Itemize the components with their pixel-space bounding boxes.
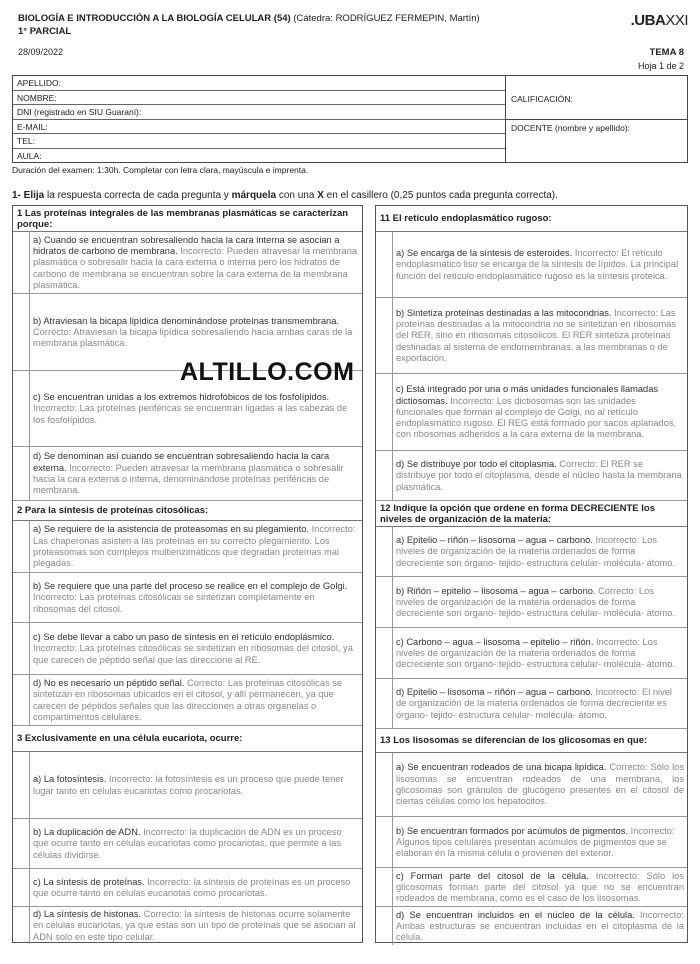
option-statement: a) Se encarga de la síntesis de esteroides.: [396, 248, 573, 259]
answer-checkbox[interactable]: [376, 868, 393, 906]
option-feedback: Incorrecto: Los dictiosomas son las unidades funcionales que forman al complejo de Golgi, no al retículo endoplasmático rugoso. El REG está formado por sacos aplanados, con ribosomas adheridos a la cara externa de la membrana.: [396, 395, 677, 440]
answer-option: [13, 521, 362, 573]
exam-date: 28/09/2022: [18, 47, 64, 57]
answer-text: [393, 868, 687, 906]
option-statement: b) La duplicación de ADN.: [33, 827, 141, 838]
option-feedback: Incorrecto: Ambas estructuras se encuentran incluidas en el citoplasma de la célula.: [396, 909, 684, 943]
option-statement: c) Carbono – agua – lisosoma – epitelio – riñón.: [396, 636, 594, 647]
answer-option: [376, 679, 687, 729]
answer-text: [30, 675, 362, 725]
answer-option: [13, 752, 362, 819]
answer-text: [30, 521, 362, 572]
question-title: 3 Exclusivamente en una célula eucariota, ocurre:: [13, 726, 362, 752]
answer-option: [376, 868, 687, 907]
option-feedback: Incorrecto: Las proteínas citosólicas se sintetizan en ribosomas del citosol, ya que carecen de péptido señal que las direccione al RE.: [33, 643, 353, 665]
answer-checkbox[interactable]: [376, 628, 393, 678]
answer-option: [376, 907, 687, 945]
answer-checkbox[interactable]: [13, 573, 30, 622]
calificacion-field: CALIFICACIÓN:: [511, 94, 573, 104]
option-feedback: Correcto: la síntesis de histonas ocurre solamente en células eucariotas, ya que estas son un tipo de proteínas que se asocian al ADN solo en este tipo celular.: [33, 909, 356, 942]
question-title: 11 El retículo endoplasmático rugoso:: [376, 206, 687, 232]
answer-checkbox[interactable]: [376, 753, 393, 816]
option-statement: d) La síntesis de histonas.: [33, 909, 142, 920]
answer-text: [393, 679, 687, 728]
questions-left-column: [12, 205, 363, 943]
option-feedback: Incorrecto: la fotosíntesis es un proceso que puede tener lugar tanto en células eucariotas como procariotas.: [33, 774, 344, 796]
option-statement: d) Se distribuye por todo el citoplasma.: [396, 459, 557, 470]
tema-label: TEMA 8: [649, 47, 684, 58]
answer-checkbox[interactable]: [13, 294, 30, 370]
answer-option: [13, 675, 362, 726]
docente-field: DOCENTE (nombre y apellido):: [511, 123, 631, 133]
email-field[interactable]: E-MAIL:: [13, 120, 505, 135]
nombre-field[interactable]: NOMBRE:: [13, 91, 505, 106]
option-feedback: Incorrecto: la síntesis de proteínas es un proceso que ocurre tanto en células eucariotas como procariotas.: [33, 876, 351, 898]
answer-checkbox[interactable]: [13, 675, 30, 725]
option-feedback: Incorrecto: Los niveles de organización de la materia ordenados de forma decreciente son órgano- tejido- estructura celular- molécula- átomo.: [396, 636, 676, 670]
option-statement: a) Epitelio – riñón – lisosoma – agua – carbono.: [396, 535, 593, 546]
option-feedback: Correcto: Atraviesan la bicapa lipídica sobresaliendo hacia ambas caras de la membrana plasmática.: [33, 326, 353, 349]
answer-checkbox[interactable]: [13, 907, 30, 944]
option-statement: d) Se denominan así cuando se encuentran sobresaliendo hacia la cara externa.: [33, 451, 330, 473]
answer-option: [13, 573, 362, 623]
answer-checkbox[interactable]: [13, 232, 30, 293]
student-fields: [13, 76, 506, 162]
answer-checkbox[interactable]: [13, 447, 30, 500]
answer-text: [30, 819, 362, 868]
answer-checkbox[interactable]: [13, 521, 30, 572]
page-count: Hoja 1 de 2: [637, 61, 684, 71]
answer-option: [376, 298, 687, 374]
answer-checkbox[interactable]: [376, 907, 393, 945]
option-statement: d) No es necesario un péptido señal.: [33, 677, 185, 688]
option-statement: c) Se debe llevar a cabo un paso de síntesis en el retículo endoplásmico.: [33, 632, 335, 643]
answer-option: [376, 451, 687, 501]
answer-checkbox[interactable]: [376, 679, 393, 728]
course-header: [18, 12, 480, 38]
option-feedback: Incorrecto: Las proteínas citosólicas se sintetizan completamente en ribosomas del citosol.: [33, 592, 315, 614]
answer-option: [376, 374, 687, 451]
question-title: 12 Indique la opción que ordene en forma DECRECIENTE los niveles de organización de la materia:: [376, 501, 687, 527]
answer-text: [393, 298, 687, 373]
option-feedback: Incorrecto: Las proteínas periféricas se encuentran ligadas a las cabezas de los fosfolípidos.: [33, 403, 348, 425]
answer-text: [393, 232, 687, 297]
tel-field[interactable]: TEL:: [13, 134, 505, 149]
option-feedback: Incorrecto: Sólo los glicosomas forman parte del citosol ya que no se encuentran rodeados de membrana, como es el caso de los lisosomas.: [396, 870, 684, 904]
answer-checkbox[interactable]: [376, 527, 393, 576]
answer-checkbox[interactable]: [13, 819, 30, 868]
option-statement: d) Se encuentran incluidos en el núcleo de la célula.: [396, 909, 635, 920]
answer-text: [393, 374, 687, 450]
option-feedback: Incorrecto: Pueden atravesar la membrana plasmática o sobresalir hacia la cara externa o interna pero los hidratos de carbono de membrana se encuentran sobre la cara externa de la membrana plasmática.: [33, 246, 358, 290]
question-title: 13 Los lisosomas se diferencian de los glicosomas en que:: [376, 729, 687, 753]
option-statement: b) Se encuentran formados por acúmulos de pigmentos.: [396, 825, 629, 836]
answer-text: [393, 753, 687, 816]
option-feedback: Correcto: El RER se distribuye por todo el citoplasma, desde el núcleo hasta la membrana plasmática.: [396, 459, 682, 492]
answer-option: [376, 753, 687, 817]
divider: [505, 119, 687, 120]
answer-option: [376, 577, 687, 628]
option-statement: b) Se requiere que una parte del proceso se realice en el complejo de Golgi.: [33, 581, 348, 592]
option-statement: a) Se requiere de la asistencia de proteasomas en su plegamiento.: [33, 524, 309, 535]
dni-field[interactable]: DNI (registrado en SIU Guaraní):: [13, 105, 505, 120]
option-statement: d) Epitelio – lisosoma – riñón – agua – carbono.: [396, 687, 593, 698]
answer-option: [376, 628, 687, 679]
student-info-form: [12, 75, 688, 163]
answer-option: [376, 817, 687, 868]
answer-text: [30, 907, 362, 944]
answer-checkbox[interactable]: [13, 371, 30, 446]
answer-text: [30, 232, 362, 293]
answer-checkbox[interactable]: [13, 752, 30, 818]
answer-text: [393, 907, 687, 945]
answer-option: [13, 447, 362, 501]
course-title: BIOLOGÍA E INTRODUCCIÓN A LA BIOLOGÍA CELULAR (54): [18, 13, 291, 24]
answer-text: [393, 577, 687, 627]
catedra: (Cátedra: RODRÍGUEZ FERMEPIN, Martín): [293, 13, 480, 24]
answer-option: [13, 907, 362, 944]
option-statement: b) Atraviesan la bicapa lipídica denominándose proteínas transmembrana.: [33, 315, 339, 326]
answer-text: [393, 628, 687, 678]
answer-text: [30, 623, 362, 674]
option-statement: c) Está integrado por una o más unidades funcionales llamadas dictiosomas.: [396, 384, 659, 406]
option-feedback: Incorrecto: El retículo endoplasmático liso se encarga de la síntesis de lípidos. La principal función del retículo endoplasmático rugoso es la síntesis proteica.: [396, 248, 679, 281]
option-feedback: Correcto: Los niveles de organización de la materia ordenados de forma decreciente son órgano- tejido- estructura celular- molécula- átomo.: [396, 585, 676, 619]
answer-option: [13, 623, 362, 675]
option-statement: c) Se encuentran unidas a los extremos hidrofóbicos de los fosfolípidos.: [33, 392, 330, 403]
answer-option: [13, 819, 362, 869]
option-statement: a) Cuando se encuentran sobresaliendo hacia la cara interna se asocian a hidratos de carbono de membrana.: [33, 234, 340, 257]
option-feedback: Incorrecto: Los niveles de organización de la materia ordenados de forma decreciente son órgano- tejido- estructura celular- molécula- átomo.: [396, 535, 676, 568]
option-feedback: Incorrecto: El nivel de organización de la materia ordenados de forma decreciente es órgano- tejido- estructura celular- molécula- átomo.: [396, 687, 672, 720]
answer-checkbox[interactable]: [376, 374, 393, 450]
option-statement: b) Riñón – epitelio – lisosoma – agua – carbono.: [396, 585, 596, 596]
apellido-field[interactable]: APELLIDO:: [13, 76, 505, 91]
answer-checkbox[interactable]: [376, 817, 393, 867]
option-feedback: Incorrecto: Pueden atravesar la membrana plasmática o sobresalir hacia la cara externa o interna, denominándose proteínas periféricas de membrana.: [33, 462, 344, 496]
option-statement: c) Forman parte del citosol de la célula.: [396, 870, 589, 881]
answer-checkbox[interactable]: [13, 869, 30, 906]
answer-text: [393, 451, 687, 500]
option-statement: a) Se encuentran rodeados de una bicapa lipídica.: [396, 762, 607, 773]
answer-checkbox[interactable]: [376, 298, 393, 373]
answer-text: [30, 447, 362, 500]
watermark: ALTILLO.COM: [180, 358, 355, 386]
option-feedback: Incorrecto: Las proteínas destinadas a la mitocondria no se sintetizan en ribosomas del RER, sino en ribosomas citosólicos. El RER sintetiza proteínas destinadas al sistema de endomembranas, a las membranas o de exportación.: [396, 307, 677, 363]
answer-option: [376, 232, 687, 298]
answer-text: [393, 527, 687, 576]
option-statement: a) La fotosíntesis.: [33, 774, 107, 785]
option-statement: b) Sintetiza proteínas destinadas a las mitocondrias.: [396, 307, 612, 318]
duration-note: Duración del examen: 1:30h. Completar con letra clara, mayúscula e imprenta.: [12, 165, 309, 175]
option-feedback: Correcto: Sólo los lisosomas se encuentran rodeados de una membrana, los glicosomas son gránulos de glucógeno presentes en el citosol de ciertas células como los hepatocitos.: [396, 762, 684, 807]
question-title: 1 Las proteínas integrales de las membranas plasmáticas se caracterizan porque:: [13, 206, 362, 232]
answer-option: [376, 527, 687, 577]
uba-logo: .UBAXXI: [630, 12, 688, 29]
answer-option: [13, 869, 362, 907]
parcial-label: 1° PARCIAL: [18, 26, 72, 37]
answer-checkbox[interactable]: [13, 623, 30, 674]
aula-field[interactable]: AULA:: [17, 150, 42, 161]
option-feedback: Incorrecto: la duplicación de ADN es un proceso que ocurre tanto en células eucariotas como procariotas, que permite a las células dividirse.: [33, 827, 342, 860]
option-feedback: Incorrecto: Algunos tipos celulares presentan acúmulos de pigmentos que se elaboran en la misma célula o provienen del exterior.: [396, 825, 675, 859]
answer-checkbox[interactable]: [376, 232, 393, 297]
answer-checkbox[interactable]: [376, 577, 393, 627]
answer-text: [393, 817, 687, 867]
answer-checkbox[interactable]: [376, 451, 393, 500]
option-feedback: Incorrecto: Las chaperonas asisten a las proteínas en su correcto plegamiento. Los proteasomas son complejos multienzimáticos que degradan proteínas mal plegadas.: [33, 524, 356, 569]
answer-option: [13, 232, 362, 294]
option-statement: c) La síntesis de proteínas.: [33, 876, 145, 887]
instructions: 1- Elija la respuesta correcta de cada pregunta y márquela con una X en el casillero (0,25 puntos cada pregunta correcta).: [12, 190, 558, 201]
questions-right-column: [375, 205, 688, 943]
answer-text: [30, 573, 362, 622]
option-feedback: Correcto: Las proteínas citosólicas se sintetizan en ribosomas ubicados en el citosol, y allí permanecen, ya que carecen de péptidos señales que las direccionen a otras organelas o compartimentos celulares.: [33, 677, 343, 722]
answer-text: [30, 869, 362, 906]
answer-text: [30, 752, 362, 818]
question-title: 2 Para la síntesis de proteínas citosólicas:: [13, 501, 362, 521]
